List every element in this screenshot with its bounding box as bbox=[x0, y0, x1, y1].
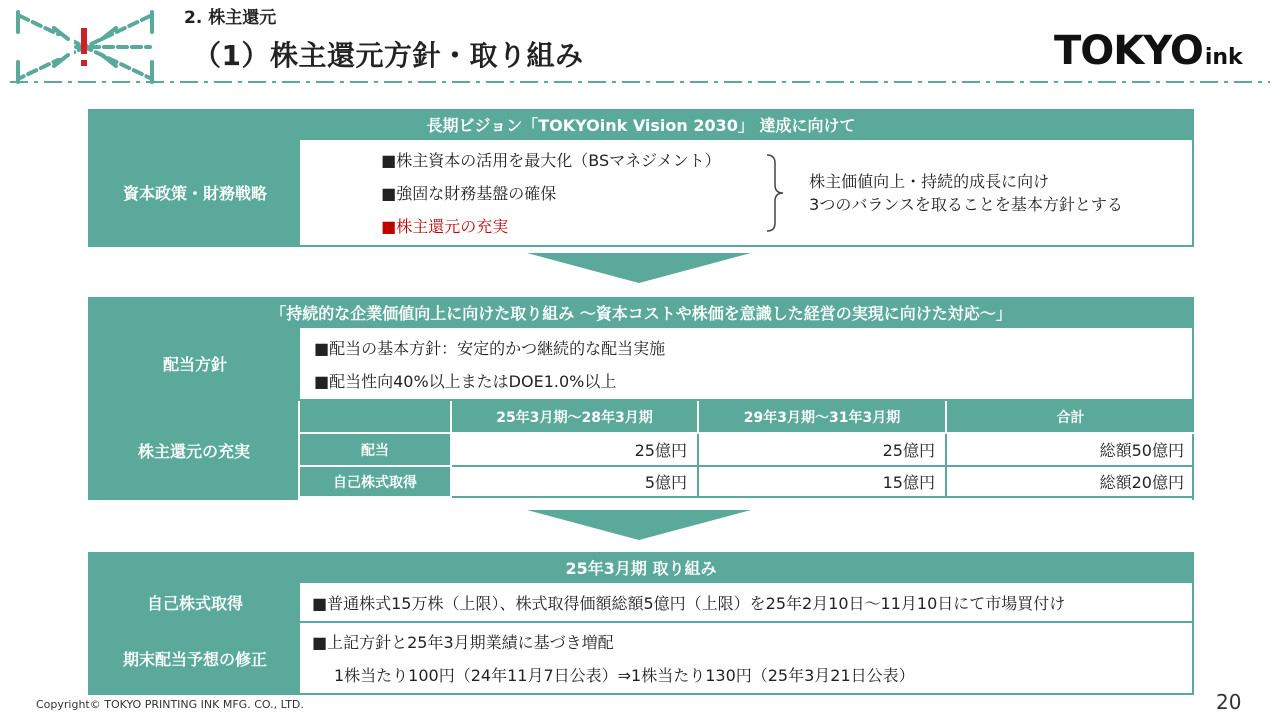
list-item: ■配当性向40%以上またはDOE1.0%以上 bbox=[314, 371, 617, 391]
vision-section bbox=[88, 109, 1194, 247]
shareholder-return-table bbox=[300, 401, 1194, 500]
table-cell: 5億円 bbox=[452, 467, 699, 498]
capital-policy-summary bbox=[809, 170, 1123, 216]
revision-row bbox=[88, 623, 1194, 695]
shareholder-return-label: 株主還元の充実 bbox=[90, 401, 300, 500]
list-item: 1株当たり100円（24年11月7日公表）⇒1株当たり130円（25年3月21日公表） bbox=[334, 666, 915, 685]
list-item: ■上記方針と25年3月期業績に基づき増配 bbox=[312, 633, 614, 652]
shareholder-return-row bbox=[88, 401, 1194, 500]
list-item: ■配当の基本方針：安定的かつ継続的な配当実施 bbox=[314, 338, 666, 358]
buyback-text: ■普通株式15万株（上限）、株式取得価額総額5億円（上限）を25年2月10日～11月10日にて市場買付け bbox=[312, 593, 1066, 613]
table-header: 25年3月期～28年3月期 bbox=[452, 401, 699, 434]
capital-policy-body bbox=[300, 140, 1192, 245]
capital-policy-row bbox=[88, 140, 1194, 247]
table-header: 29年3月期～31年3月期 bbox=[699, 401, 947, 434]
table-row-label: 配当 bbox=[300, 434, 452, 467]
brand-logo-main: TOKYO bbox=[1054, 28, 1203, 74]
company-logo-mark bbox=[10, 6, 160, 88]
capital-policy-list bbox=[381, 143, 761, 242]
down-arrow-icon bbox=[527, 253, 751, 283]
table-header: 合計 bbox=[947, 401, 1194, 434]
table-cell: 総額20億円 bbox=[947, 467, 1194, 498]
table-row-label: 自己株式取得 bbox=[300, 467, 452, 498]
brace-icon bbox=[765, 153, 789, 233]
brand-logo-sub: ink bbox=[1204, 45, 1243, 70]
brand-logo bbox=[1054, 28, 1243, 72]
page-number: 20 bbox=[1216, 690, 1242, 714]
initiative-section bbox=[88, 297, 1194, 500]
table-header-blank bbox=[300, 401, 452, 434]
vision-title: 長期ビジョン「TOKYOink Vision 2030」 達成に向けて bbox=[88, 109, 1194, 140]
header-divider bbox=[10, 80, 1270, 84]
table-cell: 25億円 bbox=[452, 434, 699, 467]
table-cell: 総額50億円 bbox=[947, 434, 1194, 467]
section-label: 2. 株主還元 bbox=[184, 8, 277, 28]
list-item: ■株主資本の活用を最大化（BSマネジメント） bbox=[381, 151, 721, 170]
fy25-section bbox=[88, 552, 1194, 695]
page-title: （1）株主還元方針・取り組み bbox=[193, 39, 584, 72]
summary-line: 3つのバランスを取ることを基本方針とする bbox=[809, 194, 1123, 214]
buyback-label: 自己株式取得 bbox=[90, 583, 300, 621]
dividend-policy-label: 配当方針 bbox=[90, 328, 300, 399]
copyright: Copyright© TOKYO PRINTING INK MFG. CO., LTD. bbox=[36, 698, 304, 711]
dividend-policy-body bbox=[300, 328, 1192, 399]
revision-body bbox=[300, 623, 1192, 693]
initiative-title: 「持続的な企業価値向上に向けた取り組み ～資本コストや株価を意識した経営の実現に向けた対応～」 bbox=[88, 297, 1194, 328]
down-arrow-icon bbox=[527, 510, 751, 540]
capital-policy-label: 資本政策・財務戦略 bbox=[90, 140, 300, 245]
list-item: ■強固な財務基盤の確保 bbox=[381, 184, 557, 203]
dividend-policy-row bbox=[88, 328, 1194, 401]
buyback-row bbox=[88, 583, 1194, 623]
table-cell: 15億円 bbox=[699, 467, 947, 498]
revision-label: 期末配当予想の修正 bbox=[90, 623, 300, 693]
summary-line: 株主価値向上・持続的成長に向け bbox=[809, 171, 1050, 191]
list-item-highlight: ■株主還元の充実 bbox=[381, 217, 509, 236]
fy25-title: 25年3月期 取り組み bbox=[88, 552, 1194, 583]
table-cell: 25億円 bbox=[699, 434, 947, 467]
